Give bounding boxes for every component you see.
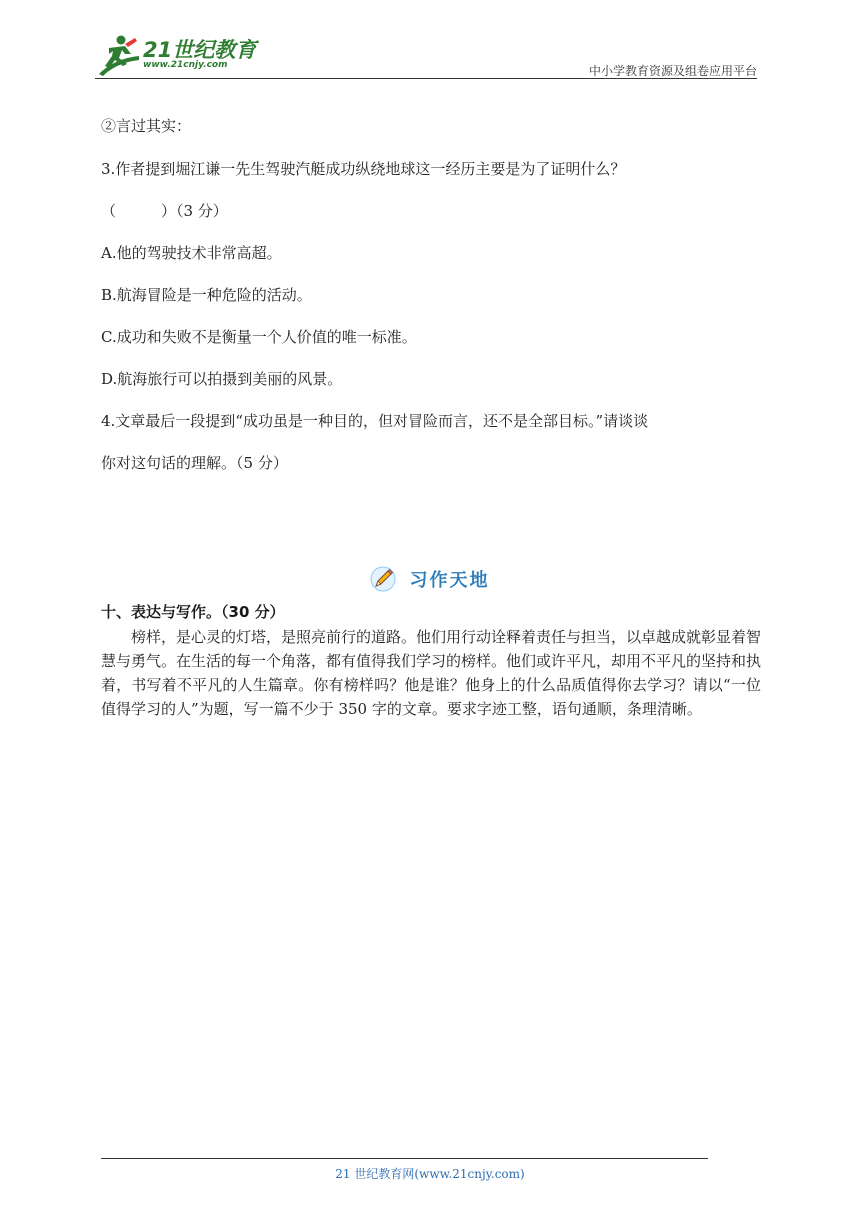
page-header [95, 28, 757, 80]
option-d: D.航海旅行可以拍摄到美丽的风景。 [101, 370, 343, 388]
runner-logo-icon [95, 34, 143, 78]
option-b: B.航海冒险是一种危险的活动。 [101, 286, 312, 304]
question-3-answer-blank: （ ）（3 分） [101, 202, 228, 220]
writing-prompt: 榜样，是心灵的灯塔，是照亮前行的道路。他们用行动诠释着责任与担当，以卓越成就彰显着智慧与勇气。在生活的每一个角落，都有值得我们学习的榜样。他们或许平凡，却用不平凡的坚持和执着，书写着不平凡的人生篇章。你有榜样吗？他是谁？他身上的什么品质值得你去学习？请以“一位值得学习的人”为题，写一篇不少于 350 字的文章。要求字迹工整，语句通顺，条理清晰。 [101, 628, 762, 718]
footer-divider [101, 1158, 708, 1159]
header-divider [95, 78, 757, 79]
question-4-line-2: 你对这句话的理解。（5 分） [101, 454, 288, 472]
option-a: A.他的驾驶技术非常高超。 [101, 244, 282, 262]
section-title: 习作天地 [409, 570, 490, 591]
question-3: 3.作者提到堀江谦一先生驾驶汽艇成功纵绕地球这一经历主要是为了证明什么？ [101, 160, 626, 178]
item-2: ②言过其实： [101, 117, 192, 135]
question-10-title: 十、表达与写作。（30 分） [101, 603, 285, 621]
footer-text: 21 世纪教育网(www.21cnjy.com) [335, 1167, 525, 1181]
option-c: C.成功和失败不是衡量一个人价值的唯一标准。 [101, 328, 417, 346]
platform-name: 中小学教育资源及组卷应用平台 [588, 64, 757, 78]
brand-logo [95, 34, 265, 78]
logo-title: 21世纪教育 [143, 38, 257, 62]
question-4-line-1: 4.文章最后一段提到“成功虽是一种目的，但对冒险而言，还不是全部目标。”请谈谈 [101, 412, 649, 430]
logo-url: www.21cnjy.com [143, 60, 228, 70]
pencil-icon [370, 566, 396, 592]
section-heading [0, 566, 860, 592]
